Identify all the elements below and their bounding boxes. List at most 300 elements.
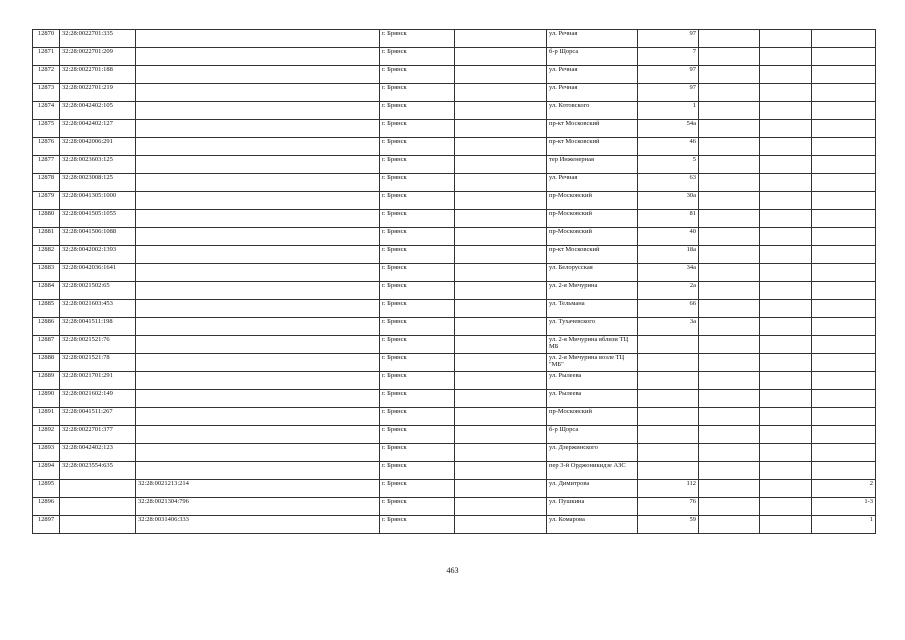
cell-street: ул. Речная — [547, 84, 638, 102]
cell-cadastral-number: 32:28:0041511:267 — [60, 408, 136, 426]
cell-street: ул. Дзержинского — [547, 444, 638, 462]
cell-cadastral-number-2 — [136, 408, 380, 426]
cell-empty — [699, 192, 760, 210]
cell-city: г. Брянск — [380, 84, 455, 102]
cell-empty — [699, 84, 760, 102]
cell-city: г. Брянск — [380, 282, 455, 300]
cell-empty — [699, 426, 760, 444]
cell-city: г. Брянск — [380, 156, 455, 174]
cell-house: 5 — [638, 156, 699, 174]
cell-empty — [699, 264, 760, 282]
table-row — [33, 516, 876, 534]
cell-cadastral-number: 32:28:0021602:149 — [60, 390, 136, 408]
cell-cadastral-number-2 — [136, 120, 380, 138]
cell-street: пр-Московский — [547, 192, 638, 210]
cell-street: пер 3-й Орджоникидзе АЗС — [547, 462, 638, 480]
cell-house — [638, 354, 699, 372]
cell-house: 1 — [638, 102, 699, 120]
cell-empty — [699, 390, 760, 408]
cell-extra — [812, 462, 876, 480]
cell-house: 18а — [638, 246, 699, 264]
cell-empty — [455, 246, 547, 264]
cell-empty — [455, 156, 547, 174]
cell-empty — [760, 30, 812, 48]
cell-cadastral-number-2 — [136, 138, 380, 156]
cell-city: г. Брянск — [380, 318, 455, 336]
cell-cadastral-number: 32:28:0042036:1641 — [60, 264, 136, 282]
cell-empty — [760, 120, 812, 138]
cell-empty — [760, 66, 812, 84]
page-number: 463 — [446, 566, 459, 575]
table-row — [33, 444, 876, 462]
cell-house — [638, 408, 699, 426]
table-row — [33, 390, 876, 408]
cell-house — [638, 462, 699, 480]
cell-city: г. Брянск — [380, 516, 455, 534]
cell-extra — [812, 66, 876, 84]
cell-city: г. Брянск — [380, 210, 455, 228]
cell-extra — [812, 228, 876, 246]
cell-number: 12885 — [33, 300, 60, 318]
cell-empty — [699, 336, 760, 354]
cell-street: пр-Московский — [547, 408, 638, 426]
cell-house: 63 — [638, 174, 699, 192]
cell-empty — [455, 138, 547, 156]
cell-number: 12889 — [33, 372, 60, 390]
cell-cadastral-number: 32:28:0041506:1088 — [60, 228, 136, 246]
table-row — [33, 102, 876, 120]
cell-number: 12894 — [33, 462, 60, 480]
cell-cadastral-number: 32:28:0041505:1055 — [60, 210, 136, 228]
cell-number: 12873 — [33, 84, 60, 102]
cell-empty — [699, 318, 760, 336]
table-row — [33, 264, 876, 282]
cell-empty — [455, 318, 547, 336]
cell-number: 12882 — [33, 246, 60, 264]
cell-cadastral-number-2 — [136, 264, 380, 282]
cell-empty — [760, 192, 812, 210]
cell-empty — [455, 66, 547, 84]
cell-empty — [455, 336, 547, 354]
cell-number: 12893 — [33, 444, 60, 462]
cell-extra — [812, 408, 876, 426]
cell-cadastral-number — [60, 480, 136, 498]
cell-house: 54а — [638, 120, 699, 138]
cell-empty — [760, 462, 812, 480]
cell-city: г. Брянск — [380, 426, 455, 444]
cell-empty — [455, 84, 547, 102]
cell-empty — [699, 300, 760, 318]
cell-empty — [760, 210, 812, 228]
cell-street: ул. 2-я Мичурина возле ТЦ "МБ" — [547, 354, 638, 372]
cell-cadastral-number: 32:28:0021701:291 — [60, 372, 136, 390]
cell-empty — [699, 228, 760, 246]
table-row — [33, 84, 876, 102]
cell-street: ул. 2-я Мичурина — [547, 282, 638, 300]
cell-extra — [812, 84, 876, 102]
cell-cadastral-number: 32:28:0041511:198 — [60, 318, 136, 336]
cell-house: 112 — [638, 480, 699, 498]
cell-cadastral-number: 32:28:0022701:209 — [60, 48, 136, 66]
cell-empty — [455, 390, 547, 408]
cell-extra — [812, 336, 876, 354]
cell-empty — [455, 102, 547, 120]
cell-street: ул. Тухачевского — [547, 318, 638, 336]
cell-extra: 1-3 — [812, 498, 876, 516]
cell-extra — [812, 282, 876, 300]
cell-cadastral-number-2 — [136, 246, 380, 264]
cell-street: ул. Комарова — [547, 516, 638, 534]
table-row — [33, 336, 876, 354]
table-row — [33, 228, 876, 246]
table-row — [33, 480, 876, 498]
cell-number: 12875 — [33, 120, 60, 138]
cell-house: 97 — [638, 30, 699, 48]
cell-empty — [760, 300, 812, 318]
cell-cadastral-number — [60, 516, 136, 534]
cell-empty — [699, 354, 760, 372]
cell-empty — [455, 210, 547, 228]
table-row — [33, 192, 876, 210]
cell-street: пр-Московский — [547, 210, 638, 228]
cell-city: г. Брянск — [380, 372, 455, 390]
cell-extra — [812, 30, 876, 48]
cell-cadastral-number: 32:28:0023603:125 — [60, 156, 136, 174]
cell-empty — [699, 48, 760, 66]
cell-empty — [760, 480, 812, 498]
cell-number: 12897 — [33, 516, 60, 534]
cell-street: тер Инженерная — [547, 156, 638, 174]
cell-house — [638, 444, 699, 462]
cell-street: ул. Тельмана — [547, 300, 638, 318]
cell-cadastral-number: 32:28:0023008:125 — [60, 174, 136, 192]
cell-number: 12871 — [33, 48, 60, 66]
table-row — [33, 210, 876, 228]
cell-city: г. Брянск — [380, 462, 455, 480]
cell-cadastral-number: 32:28:0021521:76 — [60, 336, 136, 354]
cell-extra — [812, 390, 876, 408]
cell-extra — [812, 426, 876, 444]
cell-number: 12877 — [33, 156, 60, 174]
cell-extra — [812, 318, 876, 336]
cell-cadastral-number: 32:28:0023554:635 — [60, 462, 136, 480]
cell-city: г. Брянск — [380, 30, 455, 48]
cell-city: г. Брянск — [380, 192, 455, 210]
cell-extra — [812, 138, 876, 156]
cell-empty — [455, 444, 547, 462]
cell-empty — [699, 372, 760, 390]
cell-city: г. Брянск — [380, 444, 455, 462]
cell-street: ул. 2-я Мичурина вблизи ТЦ МБ — [547, 336, 638, 354]
cell-cadastral-number-2 — [136, 84, 380, 102]
cell-empty — [760, 390, 812, 408]
cell-city: г. Брянск — [380, 66, 455, 84]
cell-city: г. Брянск — [380, 498, 455, 516]
cell-empty — [699, 156, 760, 174]
cell-number: 12881 — [33, 228, 60, 246]
table-row — [33, 426, 876, 444]
table-row — [33, 246, 876, 264]
cell-cadastral-number-2 — [136, 354, 380, 372]
cell-extra — [812, 264, 876, 282]
cell-empty — [455, 30, 547, 48]
table-row — [33, 498, 876, 516]
cell-extra — [812, 354, 876, 372]
cell-empty — [699, 138, 760, 156]
cell-city: г. Брянск — [380, 102, 455, 120]
cell-empty — [699, 174, 760, 192]
cell-cadastral-number-2: 32:28:0031406:333 — [136, 516, 380, 534]
cell-city: г. Брянск — [380, 390, 455, 408]
table-row — [33, 138, 876, 156]
cell-extra — [812, 300, 876, 318]
cell-number: 12874 — [33, 102, 60, 120]
cell-city: г. Брянск — [380, 174, 455, 192]
cell-cadastral-number-2 — [136, 300, 380, 318]
cell-city: г. Брянск — [380, 48, 455, 66]
cell-cadastral-number-2 — [136, 336, 380, 354]
table-row — [33, 300, 876, 318]
cell-street: б-р Щорса — [547, 48, 638, 66]
cell-cadastral-number — [60, 498, 136, 516]
cell-house: 40 — [638, 228, 699, 246]
cell-cadastral-number: 32:28:0022701:335 — [60, 30, 136, 48]
cell-house: 59 — [638, 516, 699, 534]
cell-empty — [760, 498, 812, 516]
table-row — [33, 372, 876, 390]
cell-number: 12896 — [33, 498, 60, 516]
cell-house: 97 — [638, 66, 699, 84]
table-row — [33, 66, 876, 84]
table-row — [33, 120, 876, 138]
cell-street: пр-кт Московский — [547, 138, 638, 156]
cell-number: 12891 — [33, 408, 60, 426]
cell-cadastral-number-2 — [136, 210, 380, 228]
cell-city: г. Брянск — [380, 480, 455, 498]
cell-empty — [760, 516, 812, 534]
cell-street: ул. Рылеева — [547, 372, 638, 390]
cell-empty — [760, 48, 812, 66]
cell-street: ул. Котовского — [547, 102, 638, 120]
cell-cadastral-number-2 — [136, 30, 380, 48]
cell-cadastral-number-2 — [136, 462, 380, 480]
cell-extra — [812, 210, 876, 228]
cell-cadastral-number: 32:28:0042402:127 — [60, 120, 136, 138]
cell-street: пр-Московский — [547, 228, 638, 246]
cell-empty — [699, 462, 760, 480]
cell-number: 12883 — [33, 264, 60, 282]
cell-cadastral-number: 32:28:0022701:377 — [60, 426, 136, 444]
cell-house — [638, 390, 699, 408]
cell-number: 12884 — [33, 282, 60, 300]
cell-empty — [760, 282, 812, 300]
cell-empty — [455, 174, 547, 192]
cell-empty — [699, 498, 760, 516]
cell-empty — [760, 444, 812, 462]
cell-empty — [455, 228, 547, 246]
cell-extra: 1 — [812, 516, 876, 534]
cell-empty — [455, 120, 547, 138]
cell-empty — [760, 426, 812, 444]
cell-empty — [760, 174, 812, 192]
cell-extra — [812, 372, 876, 390]
cell-number: 12878 — [33, 174, 60, 192]
cell-empty — [455, 408, 547, 426]
cell-empty — [760, 336, 812, 354]
cell-house: 30а — [638, 192, 699, 210]
table-row — [33, 462, 876, 480]
cell-empty — [455, 462, 547, 480]
cell-empty — [699, 120, 760, 138]
cell-cadastral-number-2 — [136, 102, 380, 120]
cell-number: 12895 — [33, 480, 60, 498]
cell-extra: 2 — [812, 480, 876, 498]
cell-cadastral-number: 32:28:0022701:219 — [60, 84, 136, 102]
cell-empty — [699, 66, 760, 84]
cell-empty — [455, 48, 547, 66]
cell-house: 66 — [638, 300, 699, 318]
cell-empty — [455, 372, 547, 390]
cell-empty — [699, 210, 760, 228]
cell-empty — [760, 102, 812, 120]
cell-street: ул. Белорусская — [547, 264, 638, 282]
cell-city: г. Брянск — [380, 228, 455, 246]
cell-empty — [455, 192, 547, 210]
cell-house — [638, 336, 699, 354]
cell-number: 12870 — [33, 30, 60, 48]
cell-city: г. Брянск — [380, 246, 455, 264]
cell-number: 12892 — [33, 426, 60, 444]
table-row — [33, 174, 876, 192]
cell-cadastral-number-2 — [136, 372, 380, 390]
cell-number: 12888 — [33, 354, 60, 372]
cell-empty — [455, 264, 547, 282]
cell-street: пр-кт Московский — [547, 120, 638, 138]
cell-empty — [455, 426, 547, 444]
cell-cadastral-number-2 — [136, 228, 380, 246]
cell-cadastral-number: 32:28:0041305:1000 — [60, 192, 136, 210]
cell-house: 76 — [638, 498, 699, 516]
cell-cadastral-number-2 — [136, 282, 380, 300]
cell-empty — [455, 498, 547, 516]
cell-extra — [812, 246, 876, 264]
cell-cadastral-number: 32:28:0042402:105 — [60, 102, 136, 120]
cell-cadastral-number: 32:28:0021521:78 — [60, 354, 136, 372]
cell-cadastral-number-2 — [136, 426, 380, 444]
cell-cadastral-number: 32:28:0042006:291 — [60, 138, 136, 156]
cell-empty — [760, 228, 812, 246]
cell-empty — [760, 84, 812, 102]
cell-cadastral-number-2: 32:28:0021213:214 — [136, 480, 380, 498]
cell-house — [638, 372, 699, 390]
cell-empty — [760, 138, 812, 156]
cell-cadastral-number: 32:28:0042002:1393 — [60, 246, 136, 264]
cell-empty — [699, 480, 760, 498]
cell-number: 12876 — [33, 138, 60, 156]
cell-house — [638, 426, 699, 444]
cell-street: ул. Речная — [547, 30, 638, 48]
registry-table — [32, 29, 876, 534]
cell-cadastral-number-2 — [136, 192, 380, 210]
cell-number: 12890 — [33, 390, 60, 408]
cell-empty — [699, 282, 760, 300]
cell-number: 12879 — [33, 192, 60, 210]
cell-extra — [812, 174, 876, 192]
cell-number: 12880 — [33, 210, 60, 228]
cell-city: г. Брянск — [380, 138, 455, 156]
cell-cadastral-number-2: 32:28:0021304:796 — [136, 498, 380, 516]
cell-house: 81 — [638, 210, 699, 228]
cell-number: 12887 — [33, 336, 60, 354]
table-row — [33, 30, 876, 48]
cell-street: пр-кт Московский — [547, 246, 638, 264]
cell-extra — [812, 156, 876, 174]
table-row — [33, 354, 876, 372]
cell-extra — [812, 444, 876, 462]
cell-cadastral-number: 32:28:0021502:65 — [60, 282, 136, 300]
cell-empty — [455, 516, 547, 534]
cell-street: ул. Димитрова — [547, 480, 638, 498]
cell-empty — [699, 246, 760, 264]
cell-cadastral-number: 32:28:0021603:453 — [60, 300, 136, 318]
cell-cadastral-number-2 — [136, 48, 380, 66]
cell-street: ул. Речная — [547, 174, 638, 192]
cell-empty — [455, 354, 547, 372]
cell-empty — [699, 408, 760, 426]
cell-extra — [812, 102, 876, 120]
cell-house: 2а — [638, 282, 699, 300]
cell-empty — [699, 444, 760, 462]
cell-city: г. Брянск — [380, 264, 455, 282]
registry-table-body — [33, 30, 876, 534]
cell-empty — [760, 246, 812, 264]
cell-empty — [760, 264, 812, 282]
cell-number: 12886 — [33, 318, 60, 336]
cell-city: г. Брянск — [380, 120, 455, 138]
cell-house: 34а — [638, 264, 699, 282]
cell-street: ул. Рылеева — [547, 390, 638, 408]
cell-city: г. Брянск — [380, 300, 455, 318]
cell-empty — [455, 282, 547, 300]
cell-empty — [760, 354, 812, 372]
cell-city: г. Брянск — [380, 336, 455, 354]
cell-cadastral-number-2 — [136, 66, 380, 84]
cell-cadastral-number-2 — [136, 390, 380, 408]
cell-empty — [760, 372, 812, 390]
cell-cadastral-number: 32:28:0042402:123 — [60, 444, 136, 462]
cell-extra — [812, 48, 876, 66]
cell-extra — [812, 120, 876, 138]
cell-empty — [760, 156, 812, 174]
cell-empty — [760, 318, 812, 336]
cell-city: г. Брянск — [380, 408, 455, 426]
cell-empty — [699, 516, 760, 534]
table-row — [33, 318, 876, 336]
cell-cadastral-number-2 — [136, 156, 380, 174]
cell-empty — [699, 102, 760, 120]
table-row — [33, 408, 876, 426]
cell-number: 12872 — [33, 66, 60, 84]
cell-street: б-р Щорса — [547, 426, 638, 444]
cell-street: ул. Речная — [547, 66, 638, 84]
table-row — [33, 156, 876, 174]
cell-house: 46 — [638, 138, 699, 156]
cell-house: 7 — [638, 48, 699, 66]
cell-street: ул. Пушкина — [547, 498, 638, 516]
cell-extra — [812, 192, 876, 210]
cell-house: 97 — [638, 84, 699, 102]
cell-cadastral-number: 32:28:0022701:188 — [60, 66, 136, 84]
